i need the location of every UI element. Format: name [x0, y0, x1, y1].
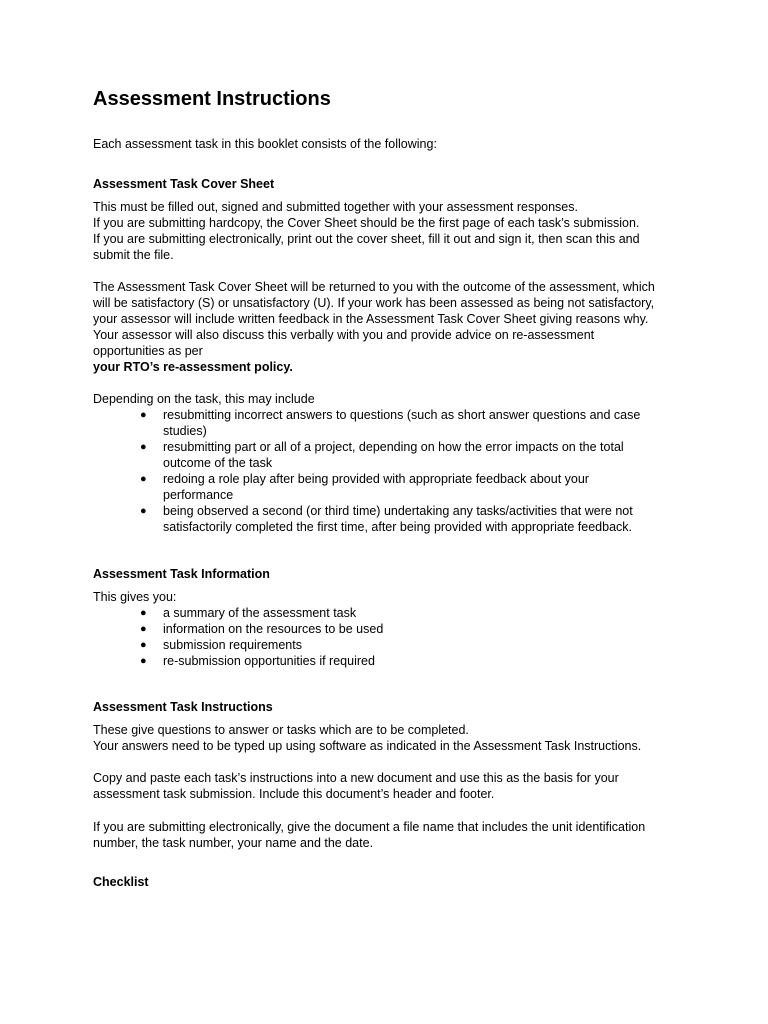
- bullet-icon: ●: [140, 441, 147, 453]
- list-item: information on the resources to be used: [163, 622, 384, 636]
- task-instructions-line: Your answers need to be typed up using software as indicated in the Assessment Task Instructions.: [93, 739, 642, 753]
- bullet-icon: ●: [140, 409, 147, 421]
- task-instructions-para3-line: If you are submitting electronically, give the document a file name that includes the unit identification: [93, 820, 646, 834]
- task-instructions-line: These give questions to answer or tasks which are to be completed.: [93, 723, 469, 737]
- task-info-intro: This gives you:: [93, 590, 177, 604]
- task-instructions-para3-line: number, the task number, your name and the date.: [93, 836, 374, 850]
- list-item-continuation: satisfactorily completed the first time, after being provided with appropriate feedback.: [163, 520, 632, 534]
- task-instructions-para2-line: Copy and paste each task’s instructions into a new document and use this as the basis for your: [93, 771, 619, 785]
- list-item-continuation: outcome of the task: [163, 456, 273, 470]
- task-instructions-para2-line: assessment task submission. Include this document’s header and footer.: [93, 787, 495, 801]
- cover-sheet-para2-line: your assessor will include written feedback in the Assessment Task Cover Sheet giving reasons why.: [93, 312, 649, 326]
- policy-text: your RTO’s re-assessment policy.: [93, 360, 293, 374]
- page-title: Assessment Instructions: [93, 88, 331, 110]
- cover-sheet-para2-line: Your assessor will also discuss this verbally with you and provide advice on re-assessment: [93, 328, 595, 342]
- cover-sheet-line: If you are submitting electronically, print out the cover sheet, fill it out and sign it, then scan this and: [93, 232, 640, 246]
- bullet-icon: ●: [140, 505, 147, 517]
- task-info-heading: Assessment Task Information: [93, 567, 270, 581]
- cover-sheet-para2-line: will be satisfactory (S) or unsatisfactory (U). If your work has been assessed as being not satisfactory,: [93, 296, 655, 310]
- cover-sheet-line: This must be filled out, signed and submitted together with your assessment responses.: [93, 200, 578, 214]
- cover-sheet-heading: Assessment Task Cover Sheet: [93, 177, 275, 191]
- bullet-icon: ●: [140, 473, 147, 485]
- list-item-continuation: performance: [163, 488, 234, 502]
- checklist-heading: Checklist: [93, 875, 149, 889]
- list-item: a summary of the assessment task: [163, 606, 357, 620]
- bullet-icon: ●: [140, 639, 147, 651]
- list-item: redoing a role play after being provided with appropriate feedback about your: [163, 472, 589, 486]
- cover-sheet-line: submit the file.: [93, 248, 174, 262]
- depending-text: Depending on the task, this may include: [93, 392, 315, 406]
- list-item-continuation: studies): [163, 424, 207, 438]
- list-item: being observed a second (or third time) undertaking any tasks/activities that were not: [163, 504, 633, 518]
- list-item: resubmitting incorrect answers to questions (such as short answer questions and case: [163, 408, 641, 422]
- task-instructions-heading: Assessment Task Instructions: [93, 700, 273, 714]
- list-item: re-submission opportunities if required: [163, 654, 375, 668]
- bullet-icon: ●: [140, 607, 147, 619]
- bullet-icon: ●: [140, 655, 147, 667]
- intro-text: Each assessment task in this booklet consists of the following:: [93, 137, 437, 151]
- cover-sheet-para2-line: opportunities as per: [93, 344, 203, 358]
- bullet-icon: ●: [140, 623, 147, 635]
- list-item: resubmitting part or all of a project, depending on how the error impacts on the total: [163, 440, 624, 454]
- list-item: submission requirements: [163, 638, 302, 652]
- cover-sheet-para2-line: The Assessment Task Cover Sheet will be returned to you with the outcome of the assessment, which: [93, 280, 655, 294]
- cover-sheet-line: If you are submitting hardcopy, the Cover Sheet should be the first page of each task’s submission.: [93, 216, 640, 230]
